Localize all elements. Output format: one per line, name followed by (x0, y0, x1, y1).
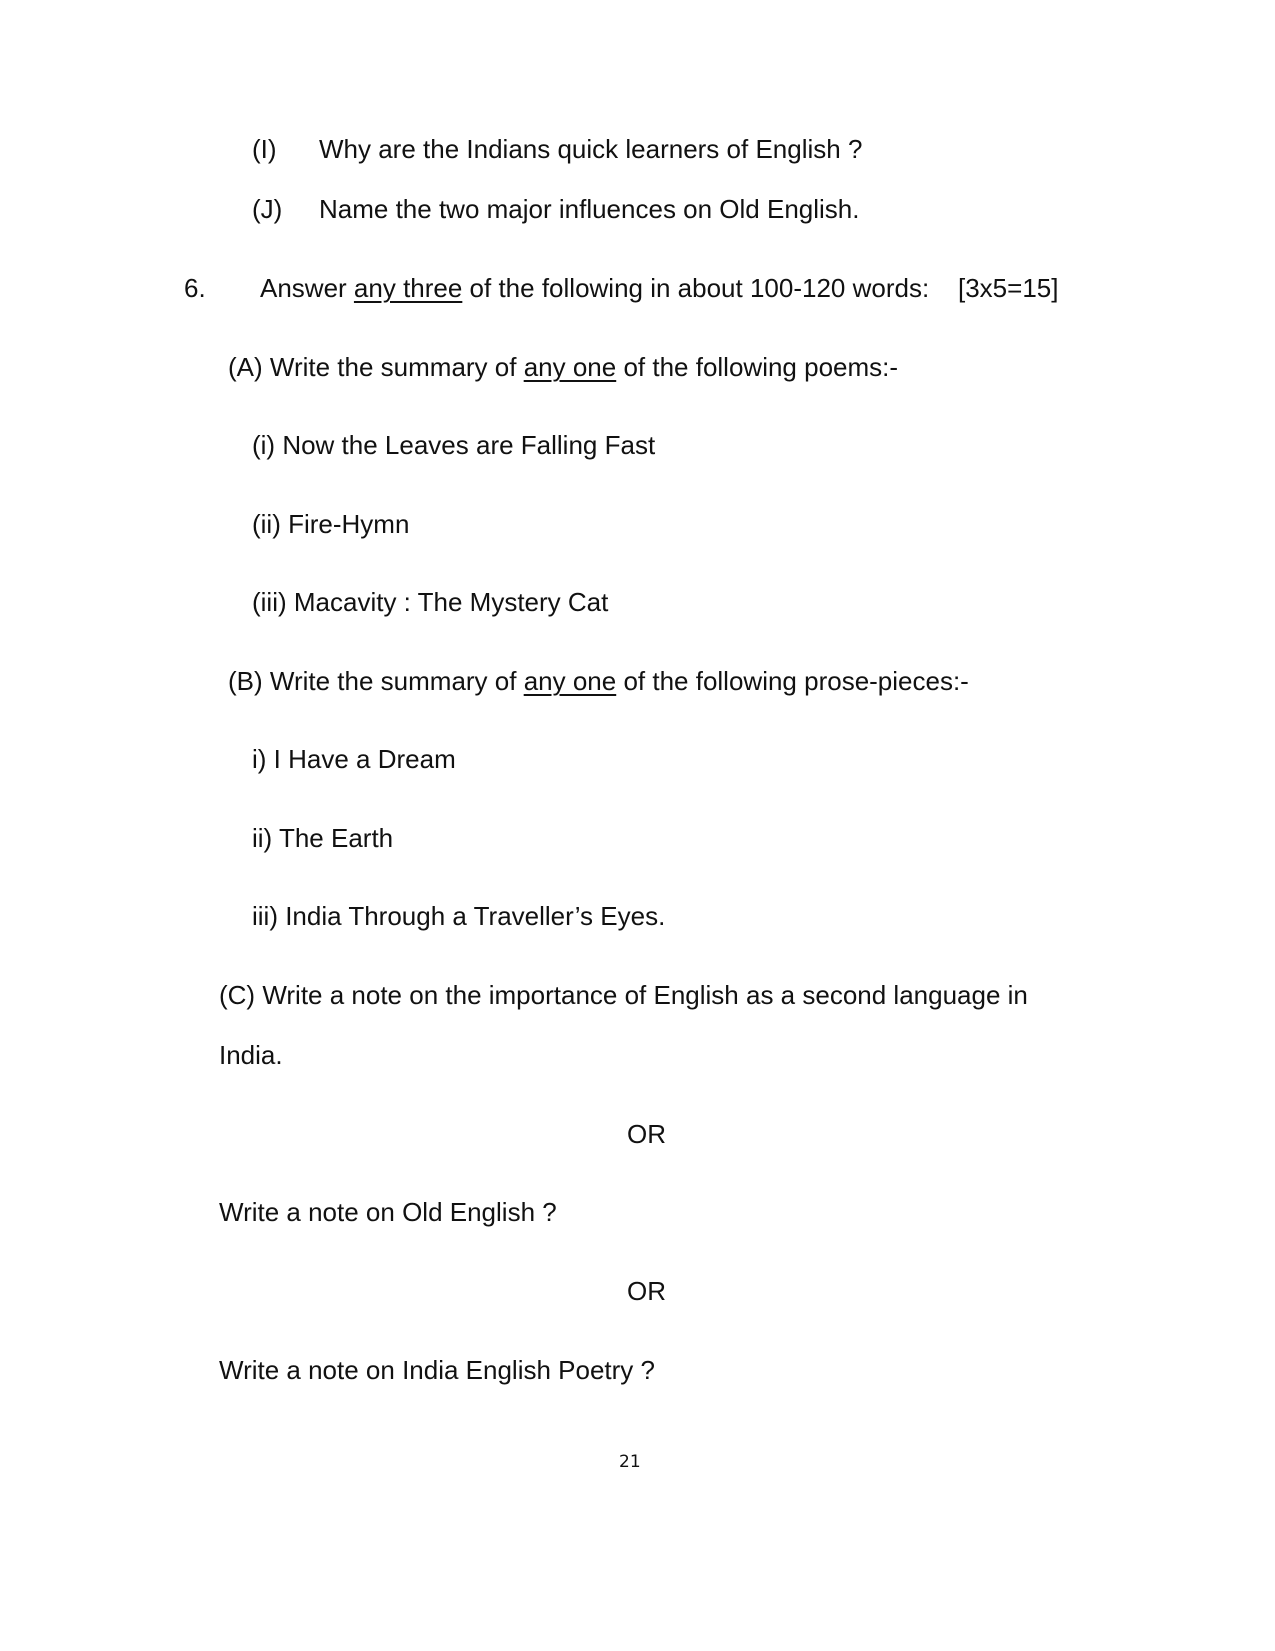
part-b-prefix: (B) Write the summary of (228, 666, 524, 696)
prose-item-1: i) I Have a Dream (252, 744, 456, 774)
prose-item-3: iii) India Through a Traveller’s Eyes. (252, 901, 666, 931)
question-number: 6. (184, 273, 206, 303)
part-c-alternative-2: Write a note on India English Poetry ? (219, 1355, 655, 1385)
item-label-i: (I) (252, 134, 277, 164)
part-a-heading (228, 351, 898, 383)
part-b-heading (228, 665, 969, 697)
item-label-j: (J) (252, 194, 283, 224)
poem-item-1: (i) Now the Leaves are Falling Fast (252, 430, 656, 460)
marks-allocation: [3x5=15] (958, 273, 1059, 303)
item-text-i: Why are the Indians quick learners of English ? (319, 134, 863, 164)
prose-item-2: ii) The Earth (252, 823, 394, 853)
part-b-emphasis: any one (523, 666, 617, 696)
part-c-alternative-1: Write a note on Old English ? (219, 1197, 557, 1227)
question-instruction (260, 272, 929, 304)
instruction-emphasis: any three (353, 273, 463, 303)
instruction-prefix: Answer (260, 273, 354, 303)
page-number: 21 (619, 1452, 641, 1472)
or-separator-2: OR (627, 1276, 666, 1306)
part-c-line-1: (C) Write a note on the importance of English as a second language in (219, 980, 1028, 1010)
part-a-suffix: of the following poems:- (616, 352, 899, 382)
part-a-emphasis: any one (523, 352, 617, 382)
part-a-prefix: (A) Write the summary of (228, 352, 524, 382)
instruction-suffix: of the following in about 100-120 words: (462, 273, 930, 303)
part-c-line-2: India. (219, 1040, 283, 1070)
poem-item-2: (ii) Fire-Hymn (252, 509, 410, 539)
part-b-suffix: of the following prose-pieces:- (616, 666, 969, 696)
poem-item-3: (iii) Macavity : The Mystery Cat (252, 587, 609, 617)
or-separator-1: OR (627, 1119, 666, 1149)
item-text-j: Name the two major influences on Old English. (319, 194, 860, 224)
